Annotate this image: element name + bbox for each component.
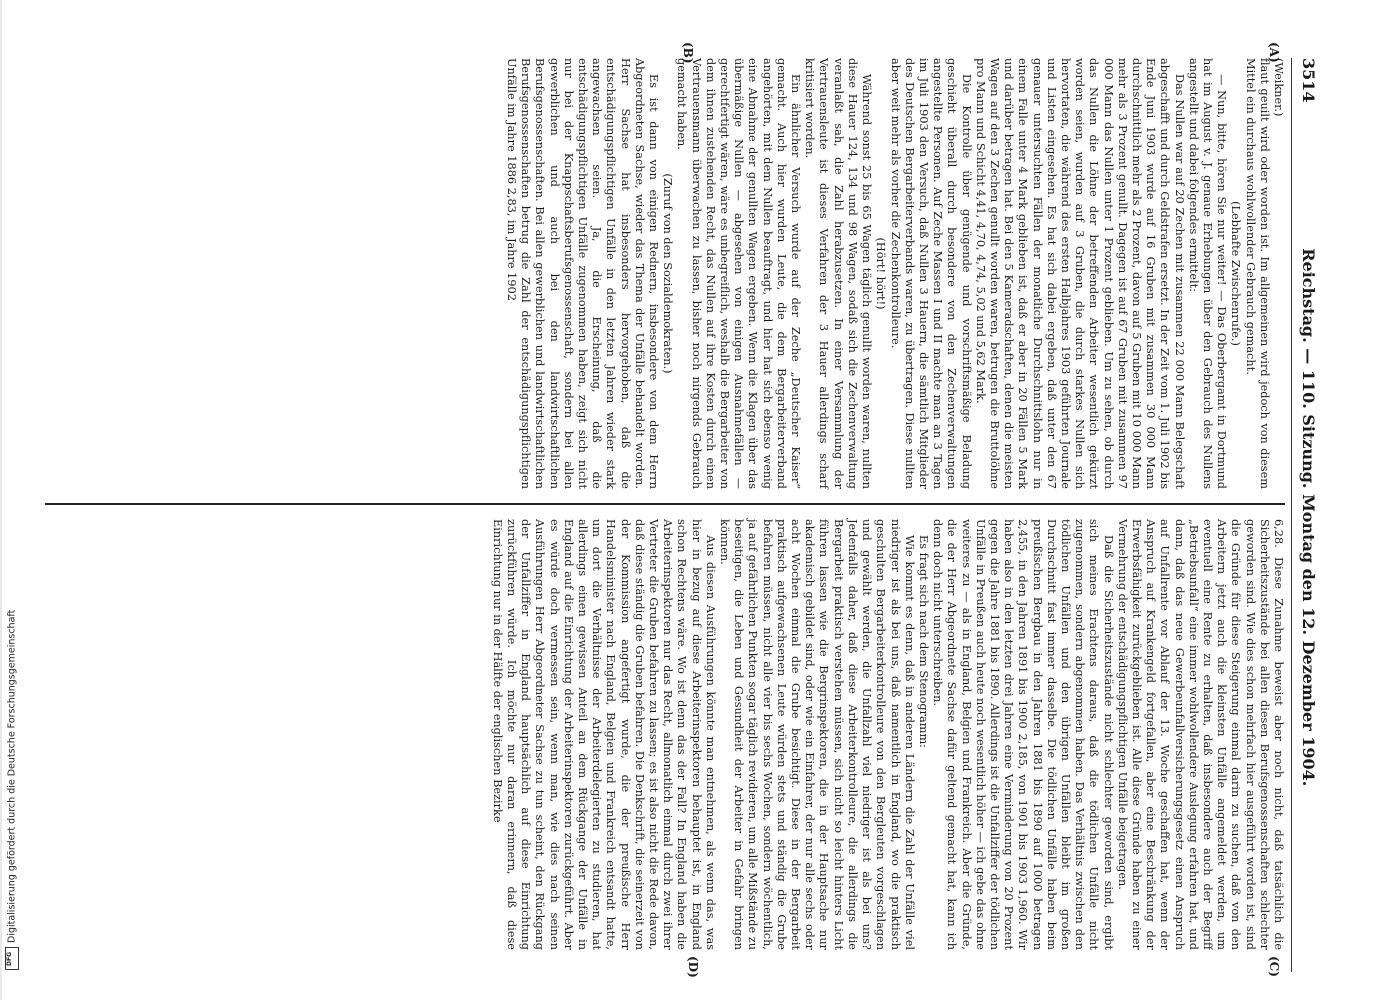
- paragraph: Daß die Sicherheitszustände nicht schlechter geworden sind, ergibt sich meines Erachtens daraus, daß die tödlichen Unfälle nicht zugenommen, sondern abgenommen haben. Das Verhältnis zwischen den tödlichen Unfällen und den übrigen Unfällen bleibt im großen Durchschnitt fast immer dasselbe. Die tödlichen Unfälle haben beim preußischen Bergbau in den Jahren 1881 bis 1890 auf 1000 betragen 2,455, in den Jahren 1891 bis 1900 2,185, von 1901 bis 1903 1,960. Wir haben also in den letzten drei Jahren eine Verminderung von 20 Prozent gegen die Jahre 1881 bis 1890. Allerdings ist die Unfallziffer der tödlichen Unfälle in Preußen auch heute noch wesentlich höher — ich gebe das ohne weiteres zu — als in England, Belgien und Frankreich. Aber die Gründe, die der Herr Abgeordnete Sachse dafür geltend gemacht hat, kann ich denn doch nicht unterschreiben.: [931, 519, 1115, 950]
- dfg-logo-icon: DFG: [5, 947, 19, 970]
- margin-marker-c: (C): [1267, 956, 1281, 977]
- paragraph: flaut geuilt wird oder worden ist. Im allgemeinen wird jedoch von diesem Mittel ein durchaus wohlwollender Gebrauch gemacht.: [1243, 58, 1271, 489]
- page-header: [1291, 58, 1318, 972]
- paragraph: Es ist dann von einigen Rednern, insbesondere von dem Herrn Abgeordneten Sachse, wieder das Thema der Unfälle behandelt worden. Herr Sachse hat insbesonders hervorgehoben, daß die entschädigungspflichtigen Unfälle in den letzten Jahren wieder stark angewachsen seien. Ja, die Erscheinung, daß die entschädigungspflichtigen Unfälle zugenommen haben, zeigt sich nicht nur bei der Knappschaftsberufsgenossenschaft, sondern bei allen gewerblichen und auch bei den landwirtschaftlichen Berufsgenossenschaften. Bei allen gewerblichen und landwirtschaftlichen Berufsgenossenschaften betrug die Zahl der entschädigungspflichtigen Unfälle im Jahre 1886 2,83, im Jahre 1902: [505, 58, 661, 489]
- paragraph: 6,28. Diese Zunahme beweist aber noch nicht, daß tatsächlich die Sicherheitszustände bei allen diesen Berufsgenossenschaften schlechter geworden sind. Wie dies schon mehrfach hier ausgeführt worden ist, sind die Gründe für diese Steigerung einmal darin zu suchen, daß von den Arbeitern jetzt auch die kleinsten Unfälle angemeldet werden, um eventuell eine Rente zu erhalten, daß insbesondere auch der Begriff „Betriebsunfall“ eine immer wohlwollendere Auslegung erfahren hat, und dann, daß das neue Gewerbeunfallversicherungsgesetz einen Anspruch auf Unfallrente vor Ablauf der 13. Woche geschaffen hat, wenn der Anspruch auf Krankengeld fortgefallen, aber eine Beschränkung der Erwerbsfähigkeit zurückgeblieben ist. Alle diese Gründe haben zu einer Vermehrung der entschädigungspflichtigen Unfälle beigetragen.: [1115, 519, 1285, 950]
- interjection: (Zuruf von den Sozialdemokraten.): [661, 173, 675, 374]
- paragraph: Während sonst 25 bis 65 Wagen täglich genullt worden waren, nullten diese Hauer 124, 134 und 98 Wagen, sodaß sich die Zechenverwaltung veranlaßt sah, die Zahl herabzusetzen. In einer Versammlung der Vertrauensleute ist dieses Verfahren der 3 Hauer allerdings scharf kritisiert worden.: [803, 58, 874, 489]
- digitization-credit: [4, 610, 20, 970]
- paragraph: — Nun, bitte, hören Sie nur weiter! — Das Oberbergamt in Dortmund hat im August v. J. genaue Erhebungen über den Gebrauch des Nullens angestellt und dabei folgendes ermittelt:: [1186, 58, 1229, 489]
- credit-text: Digitalisierung gefördert durch die Deutsche Forschungsgemeinschaft: [6, 610, 18, 944]
- paragraph: Das Nullen war auf 20 Zechen mit zusammen 22 000 Mann Belegschaft abgeschafft und durch Geldstrafen ersetzt. In der Zeit vom 1. Juli 1902 bis Ende Juni 1903 wurde auf 16 Gruben mit zusammen 30 000 Mann durchschnittlich mehr als 2 Prozent, davon auf 5 Gruben mit 10 000 Mann mehr als 3 Prozent genullt. Dagegen ist auf 67 Gruben mit zusammen 97 000 Mann das Nullen unter 1 Prozent geblieben. Um zu sehen, ob durch das Nullen die Löhne der betreffenden Arbeiter wesentlich gekürzt worden seien, wurden auf 3 Gruben, die durch starkes Nullen sich hervortaten, die während des ersten Halbjahres 1903 geführten Journale und Listen eingesehen. Es hat sich dabei ergeben, daß unter den 67 genauer untersuchten Fällen der monatliche Durchschnittslohn nur in einem Falle unter 4 Mark geblieben ist, daß er aber in 20 Fällen 5 Mark und darüber betragen hat. Bei den 5 Kameradschaften, denen die meisten Wagen auf den 3 Zechen genullt worden waren, betrugen die Bruttolöhne pro Mann und Schicht 4,41, 4,70, 4,74, 5,02 und 5,62 Mark.: [973, 58, 1186, 489]
- page-title: Reichstag. — 110. Sitzung. Montag den 12. Dezember 1904.: [1299, 248, 1318, 787]
- margin-marker-a: (A): [1267, 42, 1281, 63]
- paragraph: Es fragt sich nach dem Stenogramm:: [916, 535, 930, 748]
- scan-edge: [0, 0, 2, 1000]
- interjection: (Hört! hört!): [874, 237, 888, 310]
- right-column: [45, 505, 1285, 950]
- paragraph: Aus diesen Ausführungen könnte man entnehmen, als wenn das, was hier in bezug auf diese Arbeiterinspektoren behauptet ist, in England schon Rechtens wäre. Wo ist denn das der Fall? In England haben die Arbeiterinspektoren nur das Recht, allmonatlich einmal durch zwei ihrer Vertreter die Gruben befahren zu lassen; es ist also nicht die Rede davon, daß diese ständig die Gruben befahren. Die Denkschrift, die seinerzeit von der Kommission angefertigt wurde, die der preußische Herr Handelsminister nach England, Belgien und Frankreich entsandt hatte, um dort die Verhältnisse der Arbeiterdelegierten zu studieren, hat allerdings einen gewissen Anteil an dem Rückgange der Unfälle in England auf die Einrichtung der Arbeiterinspektoren zurückgeführt. Aber es würde doch vermessen sein, wenn man, wie dies nach seinen Ausführungen Herr Abgeordneter Sachse zu tun scheint, den Rückgang der Unfallziffer in England hauptsächlich auf diese Einrichtung zurückführen würde. Ich möchte nur daran erinnern, daß diese Einrichtung nur in der Hälfte der englischen Bezirke: [490, 519, 717, 950]
- text-columns: [45, 42, 1285, 978]
- paragraph: Wie kommt es denn, daß in anderen Ländern die Zahl der Unfälle viel niedriger ist als bei uns, daß namentlich in England, wo die praktisch geschulten Bergarbeiterkontrolleure von den Bergleuten vorgeschlagen und gewählt werden, die Unfallzahl viel niedriger ist als bei uns? Jedenfalls daher, daß diese Arbeiterkontrolleure, die allerdings die Bergarbeit praktisch verstehen müssen, sich nicht so leicht hinters Licht führen lassen wie die Bergrinspektoren, die in der Hauptsache nur akademisch gebildet sind, oder wie ein Einfahrer, der nur alle sechs oder acht Wochen einmal die Grube besichtigt. Diese in der Bergarbeit praktisch aufgewachsenen Leute würden stets und ständig die Grube befahren müssen, nicht alle vier bis sechs Wochen, sondern wöchentlich, ja auf gefährlichen Punkten sogar täglich revidieren, um alle Mißstände zu beseitigen, die Leben und Gesundheit der Arbeiter in Gefahr bringen können.: [718, 519, 916, 950]
- margin-marker-d: (D): [686, 956, 700, 978]
- page-number: 3514: [1299, 58, 1318, 103]
- left-column: [45, 58, 1285, 503]
- speaker-label: (Weikner.): [1272, 58, 1285, 117]
- margin-marker-b: (B): [681, 42, 695, 64]
- document-page: [28, 40, 1318, 990]
- interjection: (Lebhafte Zwischenrufe.): [1229, 201, 1243, 346]
- paragraph: Die Kontrolle über genügende und vorschriftsmäßige Beladung geschieht überall durch besondere von den Zechenverwaltungen angestellte Personen. Auf Zeche Massen I und II machte man an 3 Tagen im Juli 1903 den Versuch, daß Nullen 3 Hauern, die sämtlich Mitglieder des Deutschen Bergarbeiterverbands waren, zu übertragen. Diese nullten aber weit mehr als vorher die Zechenkontrolleure.: [888, 58, 973, 489]
- paragraph: Ein ähnlicher Versuch wurde auf der Zeche „Deutscher Kaiser“ gemacht. Auch hier wurden Leute, die dem Bergarbeiterverband angehörten, mit dem Nullen beauftragt, und hier hat sich ebenso wenig eine Abnahme der genullten Wagen ergeben. Wenn die Klagen über das übermäßige Nullen — abgesehen von einigen Ausnahmefällen — gerechtfertigt wären, wäre es unbegreiflich, weshalb die Bergarbeiter von dem ihnen zustehenden Recht, das Nullen auf ihre Kosten durch einen Vertrauensmann überwachen zu lassen, bisher noch nirgends Gebrauch gemacht haben.: [675, 58, 803, 489]
